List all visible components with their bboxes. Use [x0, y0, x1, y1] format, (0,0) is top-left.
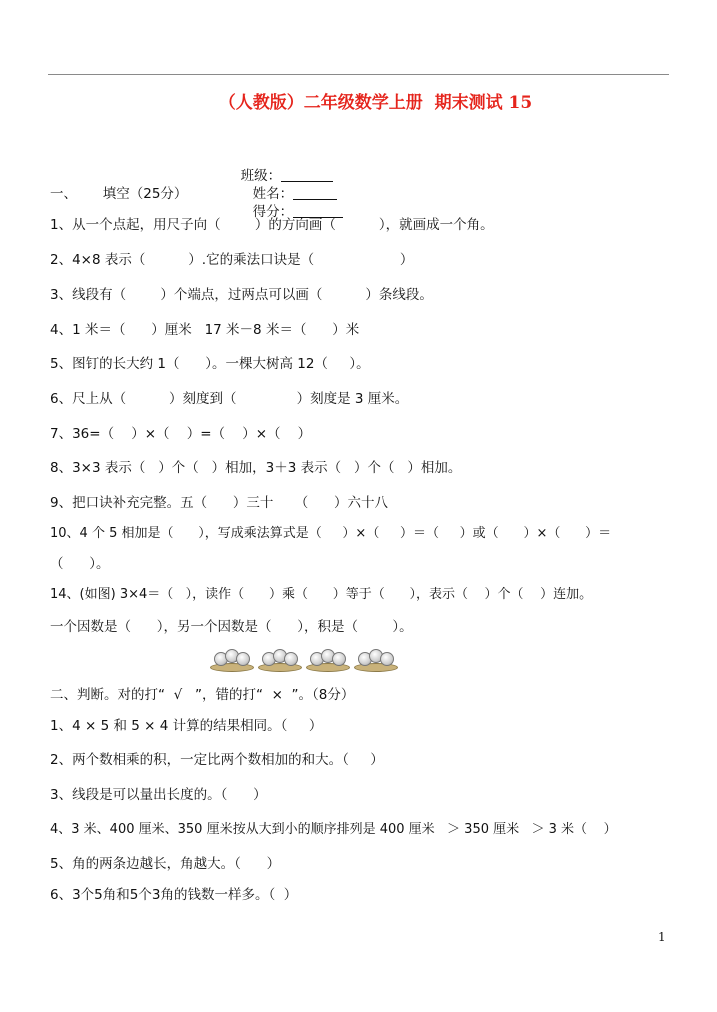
score-label: 得分： [252, 204, 294, 220]
question-9: 9、把口诀补充完整。五（ ）三十 （ ）六十八 [50, 495, 389, 511]
judge-3: 3、线段是可以量出长度的。（ ） [50, 787, 267, 803]
question-10-line-1: 10、4 个 5 相加是（ ），写成乘法算式是（ ）×（ ）＝（ ）或（ ）×（ ）＝ [50, 526, 612, 541]
judge-4: 4、3 米、400 厘米、350 厘米按从大到小的顺序排列是 400 厘米 ＞ 350 厘米 ＞ 3 米（ ） [50, 822, 617, 837]
question-4: 4、1 米＝（ ）厘米 17 米－8 米＝（ ）米 [50, 322, 360, 338]
question-7: 7、36=（ ）×（ ）=（ ）×（ ） [50, 426, 312, 442]
question-14-line-2: 一个因数是（ ），另一个因数是（ ），积是（ ）。 [50, 619, 413, 635]
student-info-line [232, 149, 343, 221]
question-8: 8、3×3 表示（ ）个（ ）相加，3＋3 表示（ ）个（ ）相加。 [50, 460, 462, 476]
question-2: 2、4×8 表示（ ）.它的乘法口诀是（ ） [50, 252, 414, 268]
page-number: 1 [658, 930, 666, 944]
class-label: 班级： [240, 168, 282, 184]
bun-plate-2 [258, 646, 302, 672]
bun-plate-4 [354, 646, 398, 672]
question-6: 6、尺上从（ ）刻度到（ ）刻度是 3 厘米。 [50, 391, 409, 407]
judge-6: 6、3个5角和5个3角的钱数一样多。（ ） [50, 887, 298, 903]
name-label: 姓名： [252, 186, 294, 202]
header-rule [48, 74, 669, 75]
steamed-buns-figure [210, 646, 398, 672]
judge-5: 5、角的两条边越长，角越大。（ ） [50, 856, 281, 872]
judge-1: 1、4 × 5 和 5 × 4 计算的结果相同。（ ） [50, 718, 323, 734]
name-blank[interactable] [293, 199, 337, 200]
section-1-heading: 一、 填空（25分） [50, 186, 188, 202]
page-title: （人教版）二年级数学上册 期末测试 15 [218, 93, 533, 113]
bun-plate-3 [306, 646, 350, 672]
question-14-line-1: 14、(如图) 3×4＝（ ），读作（ ）乘（ ）等于（ ），表示（ ）个（ ）连加。 [50, 587, 593, 602]
question-10-line-2: （ ）。 [50, 556, 110, 572]
question-5: 5、图钉的长大约 1（ ）。一棵大树高 12（ ）。 [50, 356, 370, 372]
class-blank[interactable] [281, 181, 333, 182]
question-1: 1、从一个点起，用尺子向（ ）的方向画（ ），就画成一个角。 [50, 217, 494, 233]
judge-2: 2、两个数相乘的积，一定比两个数相加的和大。（ ） [50, 752, 384, 768]
question-3: 3、线段有（ ）个端点，过两点可以画（ ）条线段。 [50, 287, 433, 303]
section-2-heading: 二、判断。对的打“ √ ”，错的打“ × ”。（8分） [50, 687, 355, 703]
bun-plate-1 [210, 646, 254, 672]
